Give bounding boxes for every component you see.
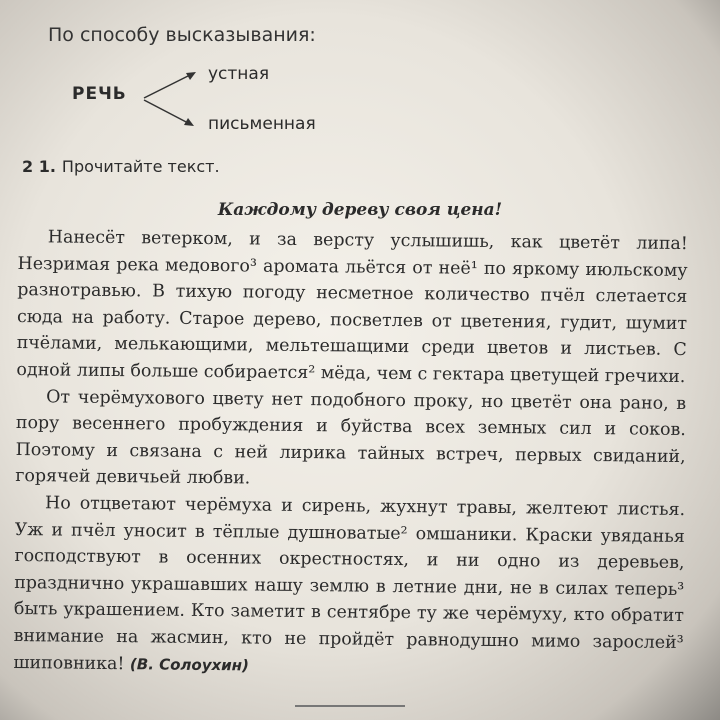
diagram-branch-oral: устная [208, 64, 270, 84]
paragraph: От черёмухового цвету нет подобного проку, но цветёт она рано, в пору весеннего пробуждения и буйства всех земных сил и соков. Поэтому и связана с ней лирика тайных встреч, первых свиданий, горячей девичьей любви. [15, 386, 687, 489]
task-number: 2 1. [22, 157, 56, 176]
task-instruction: Прочитайте текст. [61, 157, 220, 176]
paragraph-text: Но отцветают черёмуха и сирень, жухнут травы, желтеют листья. Уж и пчёл уносит в тёплые душноватые² омшаники. Краски увяданья господствуют в осенних окрестностях, и ни одно из деревьев, празднично украшавших нашу землю в летние дни, не в силах теперь³ быть украшением. Кто заметит в сентябре ту же черёмуху, кто обратит внимание на жасмин, кто не пройдёт равнодушно мимо зарослей³ шиповника! [13, 493, 686, 674]
diagram-root: РЕЧЬ [72, 84, 127, 104]
section-heading: По способу высказывания: [48, 24, 316, 46]
speech-diagram [60, 58, 380, 148]
page-divider [295, 705, 405, 707]
author-attribution: (В. Солоухин) [129, 654, 250, 674]
text-body [13, 224, 688, 683]
paragraph [13, 490, 685, 683]
paragraph: Нанесёт ветерком, и за версту услышишь, как цветёт липа! Незримая река медового³ аромата льётся от неё¹ по яркому июльскому разнотравью. В тихую погоду несметное количество пчёл слетается сюда на работу. Старое дерево, посветлев от цветения, гудит, шумит пчёлами, мелькающими, мельтешащими среди цветов и листьев. С одной липы больше собирается² мёда, чем с гектара цветущей гречихи. [16, 227, 688, 387]
text-title: Каждому дереву своя цена! [217, 200, 503, 220]
task-line [22, 157, 220, 176]
diagram-branch-written: письменная [208, 114, 316, 134]
